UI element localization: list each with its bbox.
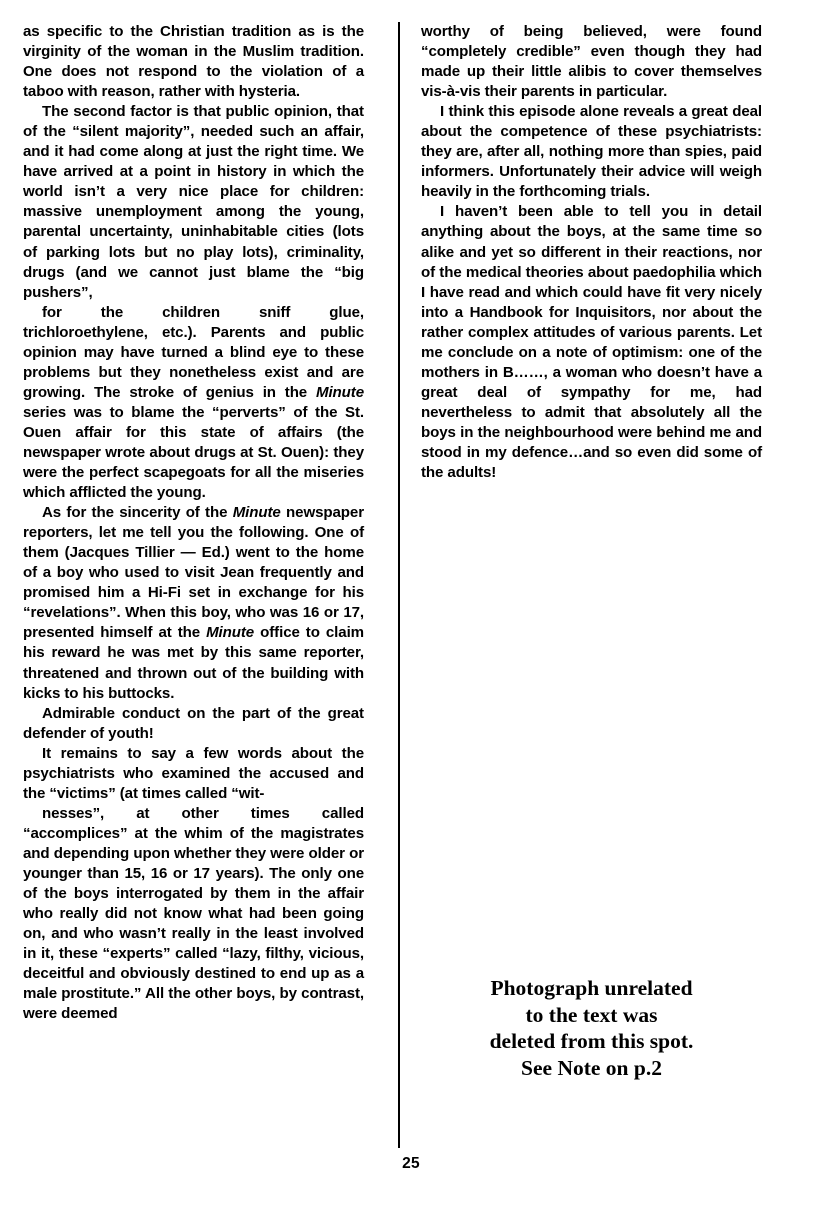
- paragraph-p8: I haven’t been able to tell you in detail anything about the boys, at the same time so alike and yet so different in their reactions, nor of the medical theories about paedophilia which I have read and which could have fit very nicely into a Handbook for Inquisitors, nor about the rather complex attitudes of various parents. Let me conclude on a note of optimism: one of the mothers in B……, a woman who doesn’t have a great deal of sympathy for me, had nevertheless to admit that absolutely all the boys in the neighbourhood were behind me and stood in my defence…and so even did some of the adults!: [421, 203, 762, 482]
- paragraph-p6: worthy of being believed, were found “completely credible” even though they had made up their little alibis to cover themselves vis-à-vis their parents in particular.: [421, 23, 762, 101]
- paragraph-p7: I think this episode alone reveals a great deal about the competence of these psychiatrists: they are, after all, nothing more than spies, paid informers. Unfortunately their advice will weigh heavily in the forthcoming trials.: [421, 103, 762, 201]
- newspaper-name-minute: Minute: [232, 504, 281, 522]
- left-text-column: [23, 22, 364, 1024]
- paragraph-p2-part2: trichloroethylene, etc.). Parents and public opinion may have turned a blind eye to these problems but they nonetheless exist and are growing. The stroke of genius in the: [23, 323, 364, 401]
- paragraph-p5-part1: It remains to say a few words about the psychiatrists who examined the accused and the “victims” (at times called “wit-: [23, 744, 364, 802]
- paragraph-p2-part1: The second factor is that public opinion, that of the “silent majority”, needed such an affair, and it had come along at just the right time. We have arrived at a point in history in which the world isn’t a very nice place for children: massive unemployment among the young, parental uncertainty, uninhabitable cities (lots of parking lots but no play lots), criminality, drugs (and we cannot just blame the “big pushers”,: [23, 103, 364, 301]
- paragraph-p5-part2: “accomplices” at the whim of the magistrates and depending upon whether they were older or younger than 15, 16 or 17 years). The only one of the boys interrogated by them in the affair who really did not know what had been going on, and who wasn’t really in the least involved in it, these “experts” called “lazy, filthy, vicious, deceitful and obviously destined to end up as a male prostitute.” All the other boys, by contrast, were deemed: [23, 824, 364, 1023]
- editor-note-line-2: to the text was: [525, 1002, 658, 1027]
- paragraph-p2-part3: series was to blame the “perverts” of the St. Ouen affair for this state of affairs (the newspaper wrote about drugs at St. Ouen): they were the perfect scapegoats for all the miseries which afflicted the young.: [23, 403, 364, 502]
- paragraph-p3: [23, 503, 364, 703]
- paragraph-p5: [23, 744, 364, 1025]
- paragraph-p3-part3: office to claim his reward he was met by this same reporter, threatened and thrown out of the building with kicks to his buttocks.: [23, 624, 364, 702]
- paragraph-p5-stretched-line: nesses”, at other times called: [42, 804, 364, 822]
- newspaper-name-minute: Minute: [315, 383, 364, 401]
- column-divider-rule: [398, 22, 400, 1148]
- editor-note-line-4: See Note on p.2: [521, 1055, 662, 1080]
- editor-note-photograph-deleted: [421, 975, 762, 1081]
- editor-note-line-3: deleted from this spot.: [489, 1029, 694, 1053]
- newspaper-name-minute: Minute: [206, 624, 255, 642]
- page-number: 25: [402, 1155, 420, 1172]
- editor-note-line-1: Photograph unrelated: [490, 976, 693, 1000]
- paragraph-p1: as specific to the Christian tradition as is the virginity of the woman in the Muslim tradition. One does not respond to the violation of a taboo with reason, rather with hysteria.: [23, 23, 364, 101]
- paragraph-p2: [23, 102, 364, 503]
- right-text-column: [421, 22, 762, 483]
- paragraph-p4: Admirable conduct on the part of the great defender of youth!: [23, 704, 364, 742]
- paragraph-p3-part1: As for the sincerity of the: [42, 504, 233, 522]
- paragraph-p3-part2: newspaper reporters, let me tell you the following. One of them (Jacques Tillier — Ed.) went to the home of a boy who used to visit Jean frequently and promised him a Hi-Fi set in exchange for his “revelations”. When this boy, who was 16 or 17, presented himself at the: [23, 504, 364, 642]
- paragraph-p2-stretched-line: for the children sniff glue,: [42, 303, 364, 321]
